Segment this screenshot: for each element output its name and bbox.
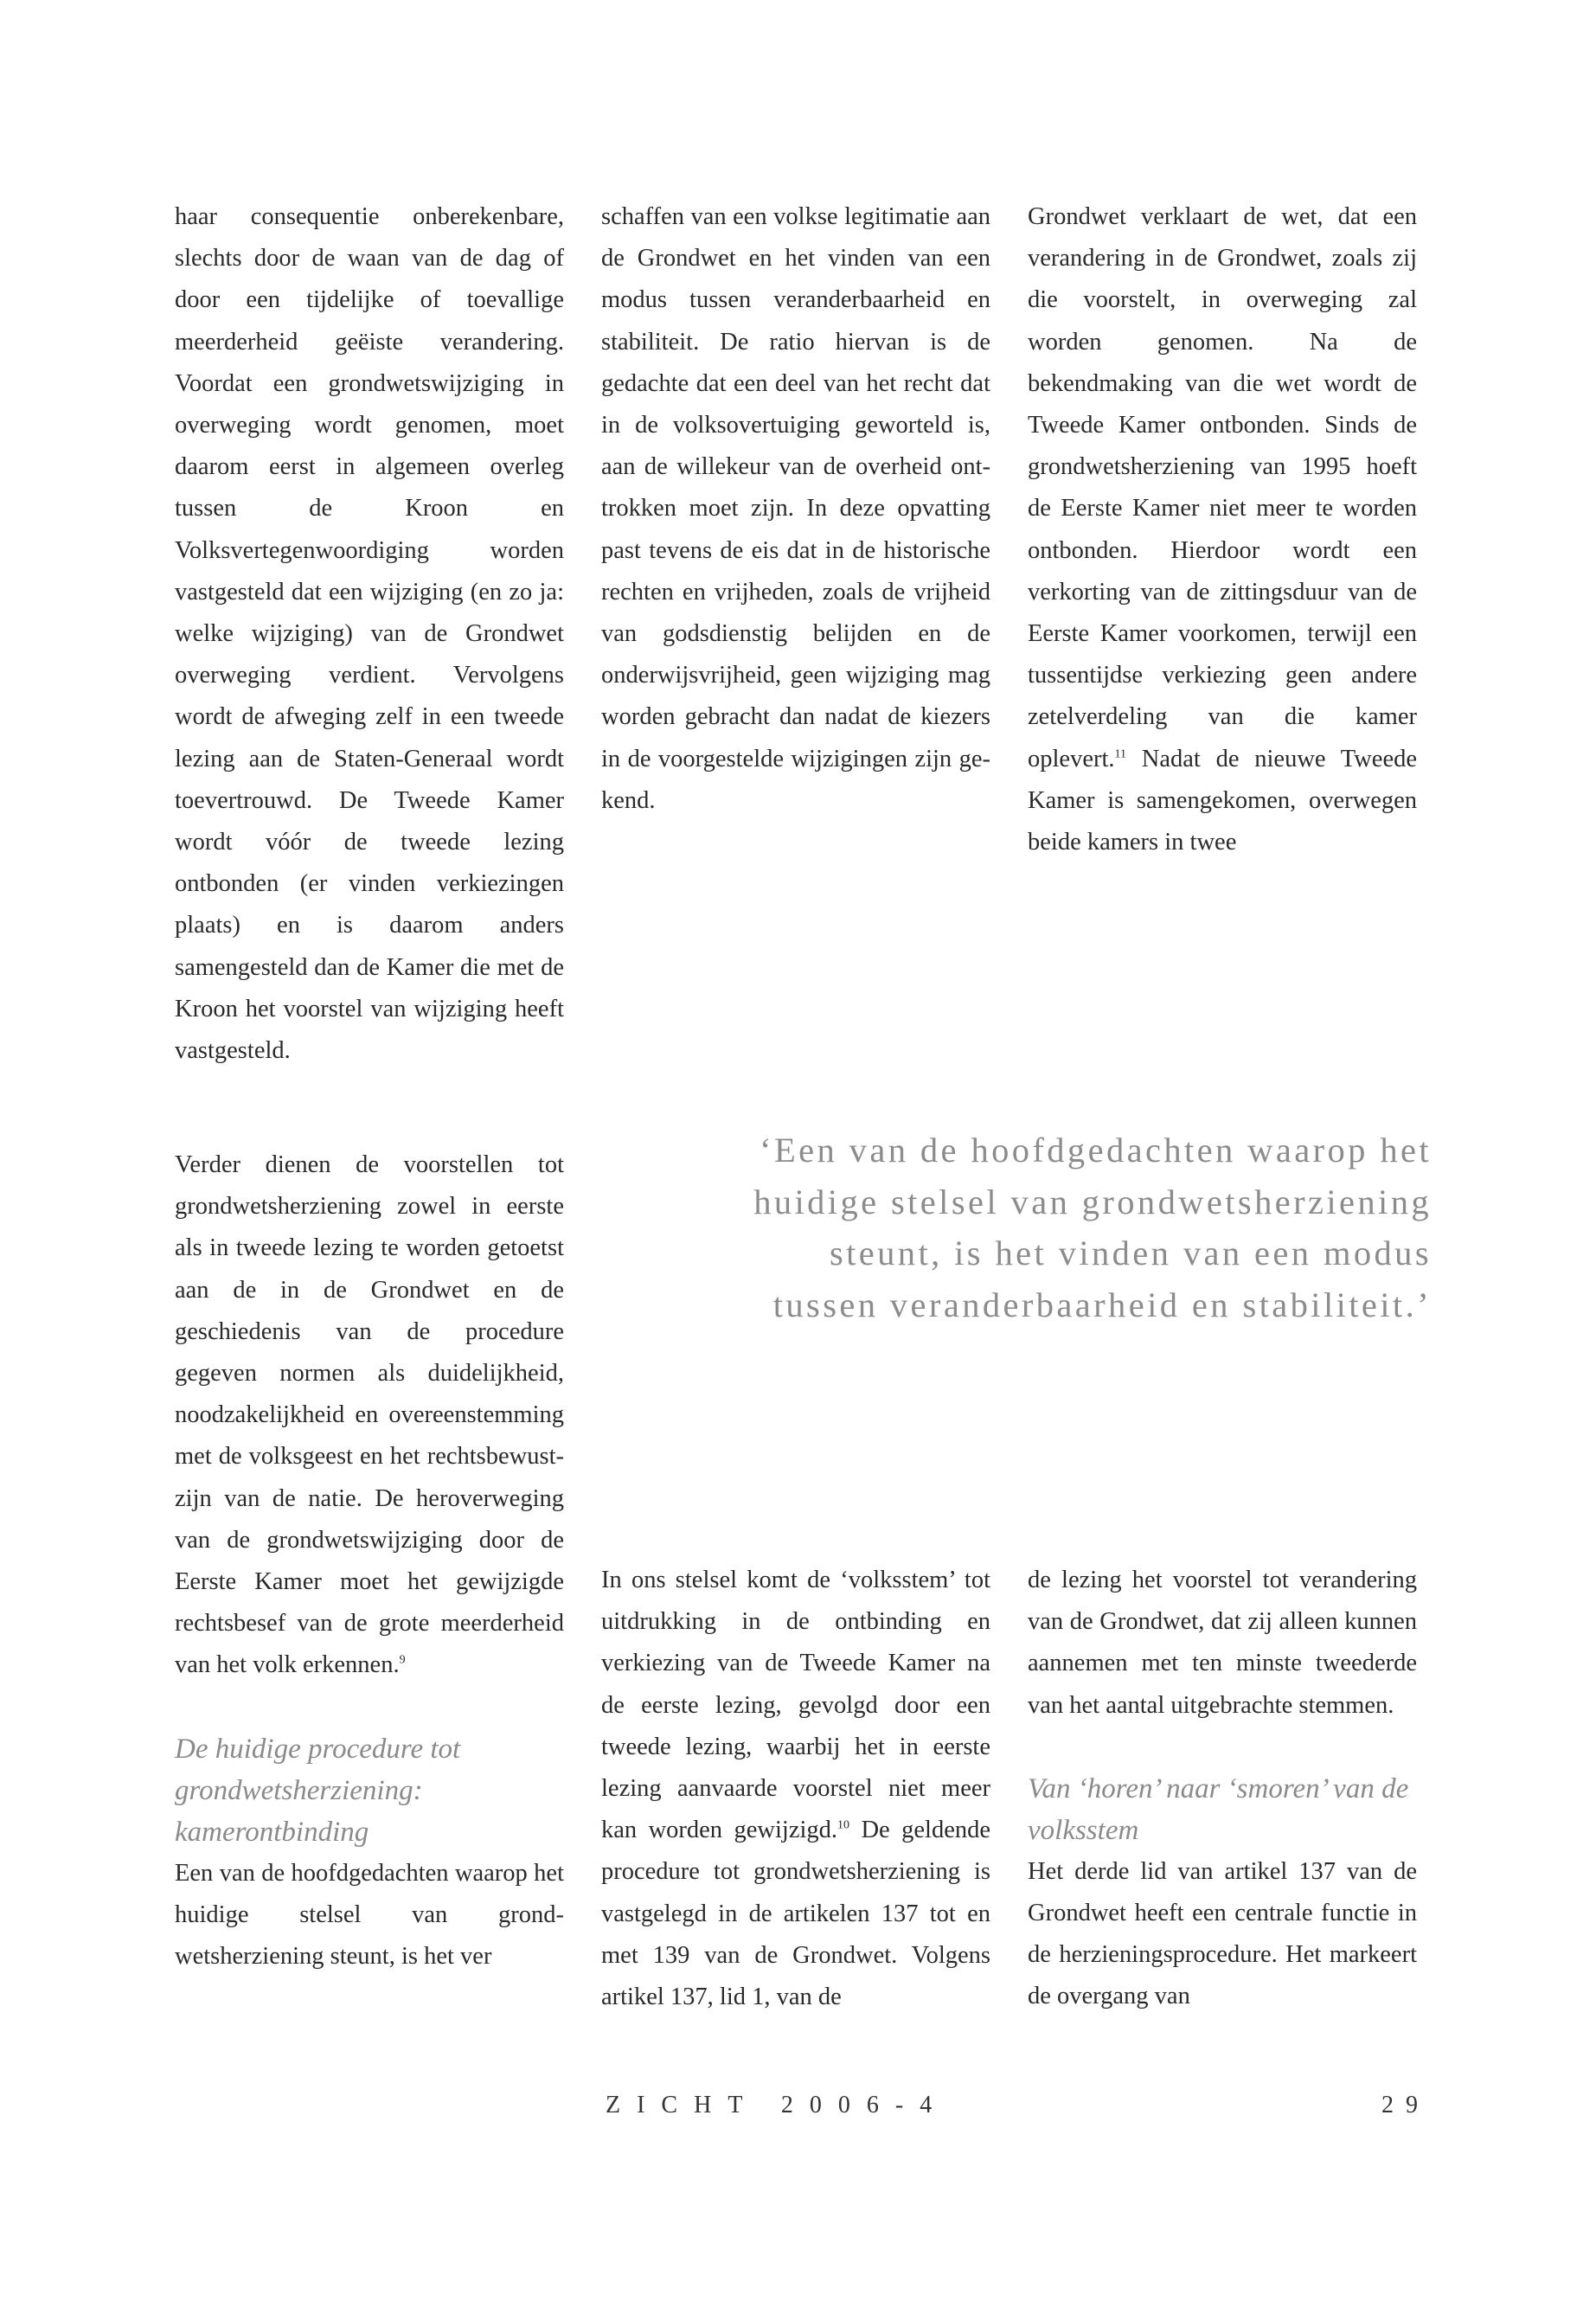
paragraph: de lezing het voorstel tot verandering van de Grondwet, dat zij alleen kunnen aannemen met ten minste tweederde van het aantal uitgebrachte stemmen. — [1028, 1567, 1417, 1719]
paragraph — [1028, 196, 1417, 863]
paragraph-text: Verder dienen de voorstellen tot grondwetsherziening zowel in eerste als in tweede lezing te worden getoetst aan de in de Grondwet en de geschiedenis van de procedure gegeven normen als duidelijkheid, noodzakelijkheid en overeenstemming met de volksgeest en het rechtsbewustzijn van de natie. De heroverweging van de grondwetswijziging door de Eerste Kamer moet het gewijzigde rechtsbesef van de grote meerderheid van het volk erkennen. — [175, 1151, 564, 1679]
pull-quote — [614, 1125, 1432, 1330]
paragraph — [175, 1144, 564, 1687]
section-heading: De huidige procedure tot grondwetsherziening: kamerontbinding — [175, 1733, 461, 1848]
paragraph-text: De geldende procedure tot grondwetsherziening is vastgelegd in de artikelen 137 tot en met 139 van de Grondwet. Volgens artikel 137, lid 1, van de — [601, 1817, 990, 2011]
page-number: 29 — [1381, 2092, 1430, 2118]
paragraph: Het derde lid van artikel 137 van de Grondwet heeft een centrale functie in de herzieningsprocedure. Het markeert de overgang van — [1028, 1857, 1417, 2010]
column-2-bottom — [601, 1560, 990, 2018]
paragraph — [601, 1560, 990, 2018]
column-3-top — [1028, 196, 1417, 863]
column-1-top — [175, 196, 564, 1072]
pull-quote-line: huidige stelsel van grondwetsherziening — [753, 1182, 1432, 1221]
pull-quote-line: tussen veranderbaarheid en stabiliteit.’ — [772, 1285, 1432, 1324]
section-heading: Van ‘horen’ naar ‘smoren’ van de volksstem — [1028, 1772, 1409, 1846]
pull-quote-line: steunt, is het vinden van een modus — [829, 1234, 1432, 1272]
footnote-ref-10[interactable]: 10 — [837, 1818, 850, 1832]
footnote-ref-9[interactable]: 9 — [399, 1653, 406, 1667]
paragraph-text: In ons stelsel komt de ‘volksstem’ tot uitdrukking in de ontbinding en verkiezing van de Tweede Kamer na de eerste lezing, gevolgd door een tweede lezing, waarbij het in eerste lezing aanvaarde voorstel niet meer kan worden gewijzigd. — [601, 1567, 990, 1844]
running-footer-title: ZICHT 2006-4 — [606, 2092, 949, 2118]
column-1-bottom — [175, 1144, 564, 1977]
paragraph: schaffen van een volkse legitimatie aan de Grondwet en het vinden van een modus tussen veranderbaarheid en stabiliteit. De ratio hiervan is de gedachte dat een deel van het recht dat in de volksovertuiging geworteld is, aan de willekeur van de overheid onttrokken moet zijn. In deze opvatting past tevens de eis dat in de historische rechten en vrijheden, zoals de vrijheid van godsdienstig belijden en de onderwijsvrijheid, geen wijziging mag worden gebracht dan nadat de kiezers in de voorgestelde wijzigingen zijn gekend. — [601, 203, 990, 814]
column-3-bottom — [1028, 1560, 1417, 2018]
pull-quote-line: ‘Een van de hoofdgedachten waarop het — [760, 1131, 1432, 1170]
paragraph: haar consequentie onberekenbare, slechts door de waan van de dag of door een tijdelijke of toevallige meerderheid geëiste verandering. Voordat een grondwetswijziging in overweging wordt genomen, moet daarom eerst in algemeen overleg tussen de Kroon en Volksvertegenwoordiging worden vastgesteld dat een wijziging (en zo ja: welke wijziging) van de Grondwet overweging verdient. Vervolgens wordt de afweging zelf in een tweede lezing aan de Staten-Generaal wordt toevertrouwd. De Tweede Kamer wordt vóór de tweede lezing ontbonden (er vinden verkiezingen plaats) en is daarom anders samengesteld dan de Kamer die met de Kroon het voorstel van wijziging heeft vastgesteld. — [175, 203, 564, 1065]
column-2-top — [601, 196, 990, 822]
paragraph-text: Nadat de nieuwe Tweede Kamer is samengekomen, overwegen beide kamers in twee — [1028, 745, 1417, 856]
paragraph-text: Grondwet verklaart de wet, dat een verandering in de Grondwet, zoals zij die voorstelt, in overweging zal worden genomen. Na de bekendmaking van die wet wordt de Tweede Kamer ontbonden. Sinds de grondwetsherziening van 1995 hoeft de Eerste Kamer niet meer te worden ontbonden. Hierdoor wordt een verkorting van de zittingsduur van de Eerste Kamer voorkomen, terwijl een tussentijdse verkiezing geen andere zetelverdeling van die kamer oplevert. — [1028, 203, 1417, 772]
paragraph: Een van de hoofdgedachten waarop het huidige stelsel van grondwetsherziening steunt, is het ver — [175, 1859, 564, 1971]
footnote-ref-11[interactable]: 11 — [1114, 747, 1126, 761]
